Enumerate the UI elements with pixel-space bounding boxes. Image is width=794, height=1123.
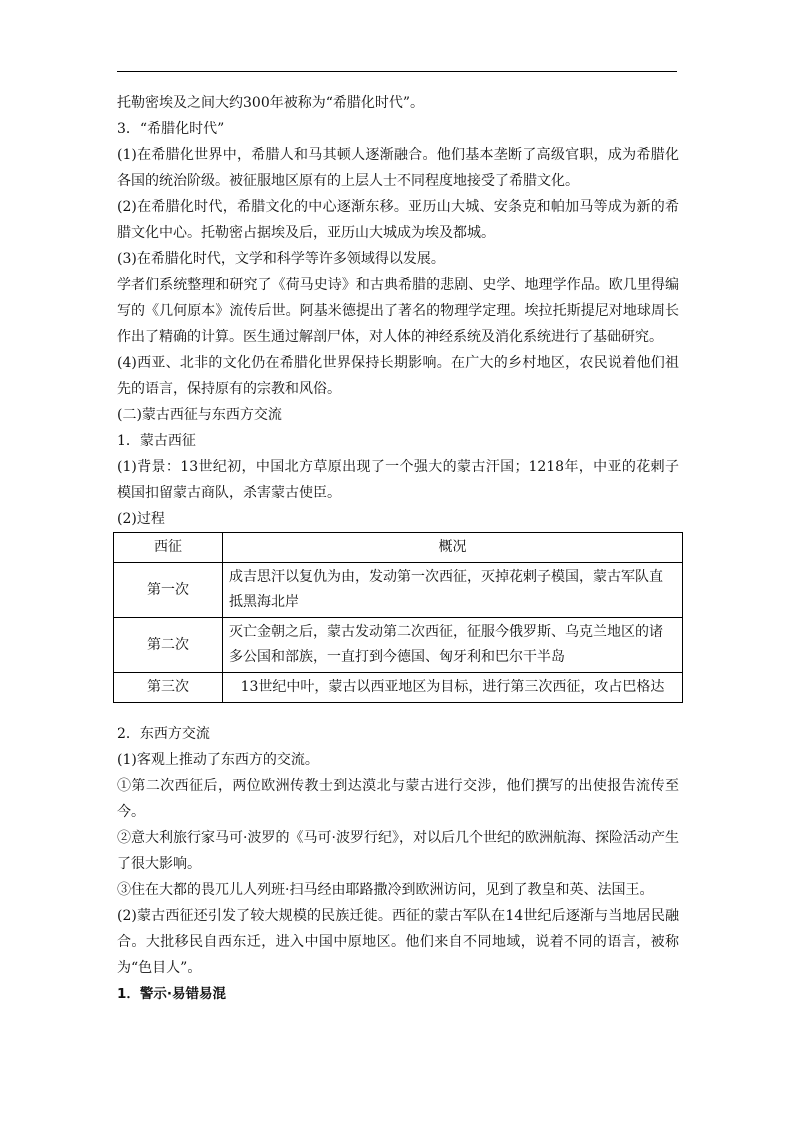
table-cell-campaign: 第二次 [114,618,223,673]
table-cell-summary: 灭亡金朝之后，蒙古发动第二次西征，征服今俄罗斯、乌克兰地区的诸多公国和部族，一直打到今德国、匈牙利和巴尔干半岛 [223,618,683,673]
paragraph: (2)蒙古西征还引发了较大规模的民族迁徙。西征的蒙古军队在14世纪后逐渐与当地居民融合。大批移民自西东迁，进入中国中原地区。他们来自不同地域，说着不同的语言，被称为“色目人”。 [117,908,679,976]
paragraph: ③住在大都的畏兀儿人列班·扫马经由耶路撒冷到欧洲访问，见到了教皇和英、法国王。 [117,882,654,898]
paragraph: (2)过程 [117,511,165,527]
table-cell-campaign: 第一次 [114,563,223,618]
table-cell-summary: 13世纪中叶，蒙古以西亚地区为目标，进行第三次西征，攻占巴格达 [223,673,683,703]
paragraph: (1)在希腊化世界中，希腊人和马其顿人逐渐融合。他们基本垄断了高级官职，成为希腊化各国的统治阶级。被征服地区原有的上层人士不同程度地接受了希腊文化。 [117,147,679,189]
document-body [117,90,679,1007]
table-row [114,673,683,703]
paragraph: (1)背景：13世纪初，中国北方草原出现了一个强大的蒙古汗国；1218年，中亚的花剌子模国扣留蒙古商队，杀害蒙古使臣。 [117,459,679,501]
paragraph: (4)西亚、北非的文化仍在希腊化世界保持长期影响。在广大的乡村地区，农民说着他们祖先的语言，保持原有的宗教和风俗。 [117,355,679,397]
table-row [114,618,683,673]
table-cell-summary: 成吉思汗以复仇为由，发动第一次西征，灭掉花剌子模国，蒙古军队直抵黑海北岸 [223,563,683,618]
table-header-cell: 西征 [114,533,223,563]
paragraph: ②意大利旅行家马可·波罗的《马可·波罗行纪》，对以后几个世纪的欧洲航海、探险活动产生了很大影响。 [117,830,679,872]
table-cell-campaign: 第三次 [114,673,223,703]
paragraph: ①第二次西征后，两位欧洲传教士到达漠北与蒙古进行交涉，他们撰写的出使报告流传至今。 [117,778,679,820]
paragraph: (1)客观上推动了东西方的交流。 [117,752,319,768]
subsection-heading: 2．东西方交流 [117,726,210,742]
spacer [117,703,679,721]
section-heading: 3．“希腊化时代” [117,121,225,137]
table-header-row [114,533,683,563]
paragraph: (3)在希腊化时代，文学和科学等许多领域得以发展。 [117,251,445,267]
table-row [114,563,683,618]
table-header-cell: 概况 [223,533,683,563]
subsection-heading: 1．蒙古西征 [117,433,196,449]
paragraph: 学者们系统整理和研究了《荷马史诗》和古典希腊的悲剧、史学、地理学作品。欧几里得编写的《几何原本》流传后世。阿基米德提出了著名的物理学定理。埃拉托斯提尼对地球周长作出了精确的计算。医生通过解剖尸体，对人体的神经系统及消化系统进行了基础研究。 [117,277,679,345]
campaign-table [113,532,683,703]
final-heading: 1．警示·易错易混 [117,986,227,1002]
section-heading: (二)蒙古西征与东西方交流 [117,407,282,423]
paragraph: (2)在希腊化时代，希腊文化的中心逐渐东移。亚历山大城、安条克和帕加马等成为新的希腊文化中心。托勒密占据埃及后，亚历山大城成为埃及都城。 [117,199,679,241]
header-rule [117,71,677,72]
paragraph: 托勒密埃及之间大约300年被称为“希腊化时代”。 [117,95,425,111]
